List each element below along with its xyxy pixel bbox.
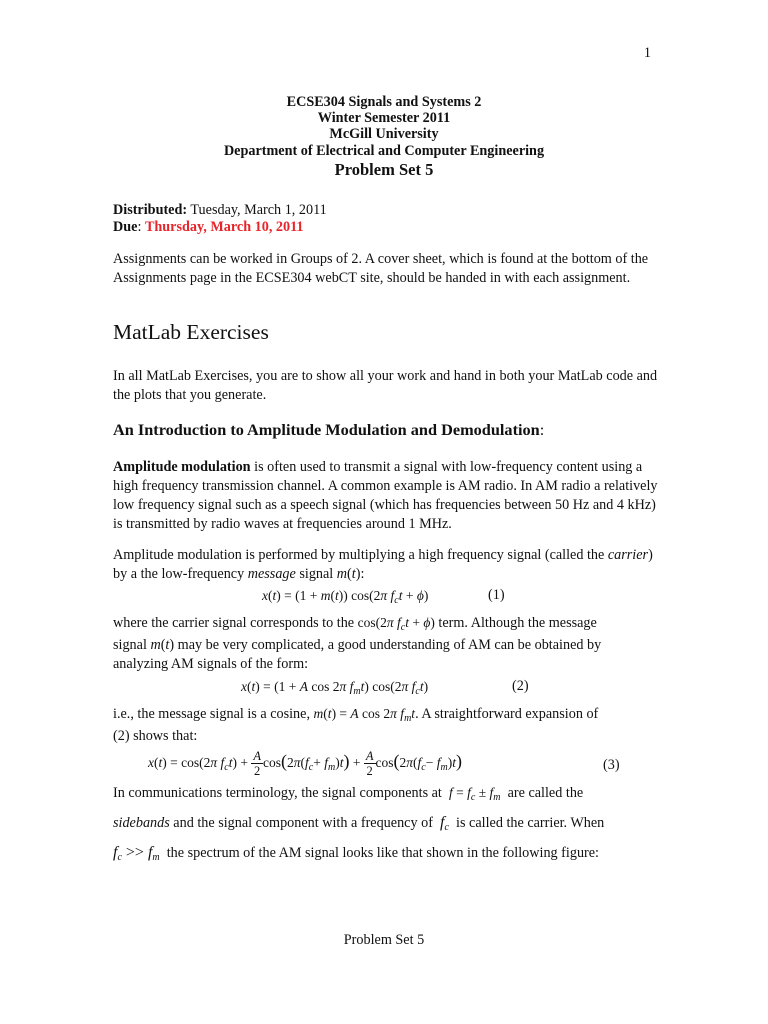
ie-line: i.e., the message signal is a cosine, m(t) = A cos 2π $f_mt$. A straightforward expansion of xyxy=(113,706,599,724)
matlab-paragraph: In all MatLab Exercises, you are to show all your work and hand in both your MatLab code and the plots that you generate. xyxy=(113,368,658,403)
assignments-paragraph: Assignments can be worked in Groups of 2. A cover sheet, which is found at the bottom of the Assignments page in the ECSE304 webCT site, should be handed in with each assignment. xyxy=(113,251,649,286)
equation-3: x(t) = cos(2π $f_ct$) + $\frac{A}{2}$ $\cos(2\pi(f_c+ f_m)t)$ + $\frac{A}{2}$ $\cos(2\pi(f_c- f_m)t)$ xyxy=(148,749,462,779)
course-title: ECSE304 Signals and Systems 2 xyxy=(286,94,482,110)
equation-1-label: (1) xyxy=(488,587,505,603)
equation-2-label: (2) xyxy=(512,678,529,694)
am-paragraph-1 xyxy=(113,458,658,534)
equation-3-label: (3) xyxy=(603,757,620,773)
page-footer: Problem Set 5 xyxy=(343,932,425,948)
distributed-label: Distributed: xyxy=(113,202,188,218)
comm-line: In communications terminology, the signal components at $f = f_c \pm f_m$ are called the xyxy=(113,785,584,803)
signal-line: signal m(t) may be very complicated, a good understanding of AM can be obtained by xyxy=(113,637,602,653)
page-number: 1 xyxy=(643,45,651,61)
due-line: Due: Thursday, March 10, 2011 xyxy=(113,219,304,235)
sideband-line: sidebands and the signal component with a frequency of $f_c$ is called the carrier. When xyxy=(113,814,605,833)
university: McGill University xyxy=(329,126,439,142)
am-bold-term: Amplitude modulation xyxy=(113,459,251,475)
due-label: Due xyxy=(113,219,138,235)
am-heading: An Introduction to Amplitude Modulation and Demodulation: xyxy=(113,420,545,439)
am-paragraph-2: Amplitude modulation is performed by multiplying a high frequency signal (called the carrier) by a the low-frequency message signal m(t): xyxy=(113,547,653,582)
spectrum-line: $f_c >> f_m$ the spectrum of the AM signal looks like that shown in the following figure: xyxy=(113,844,599,863)
analyzing-line: analyzing AM signals of the form: xyxy=(113,656,309,672)
department: Department of Electrical and Computer Engineering xyxy=(223,143,545,159)
equation-2: x(t) = (1 + A cos 2π $f_mt$) cos(2π $f_ct$) xyxy=(241,679,429,697)
matlab-heading: MatLab Exercises xyxy=(113,320,269,344)
equation-1: x(t) = (1 + m(t)) cos(2π $f_ct + \phi$) xyxy=(262,588,429,606)
semester: Winter Semester 2011 xyxy=(317,110,451,126)
due-date: Thursday, March 10, 2011 xyxy=(144,219,304,235)
problem-set-title: Problem Set 5 xyxy=(334,160,434,179)
am-paragraph-1-text: is often used to transmit a signal with low-frequency content using a high frequency transmission channel. A common example is AM radio. In AM radio a relatively low frequency signal such as a speech signal (which has frequencies between 50 Hz and 4 kHz) is transmitted by radio waves at frequencies around 1 MHz. xyxy=(113,459,658,532)
am-heading-text: An Introduction to Amplitude Modulation and Demodulation xyxy=(113,420,540,439)
shows-line: (2) shows that: xyxy=(113,728,198,744)
distributed-date: Tuesday, March 1, 2011 xyxy=(190,202,327,218)
carrier-line: where the carrier signal corresponds to the cos(2π $f_ct + \phi$) term. Although the message xyxy=(113,615,597,633)
